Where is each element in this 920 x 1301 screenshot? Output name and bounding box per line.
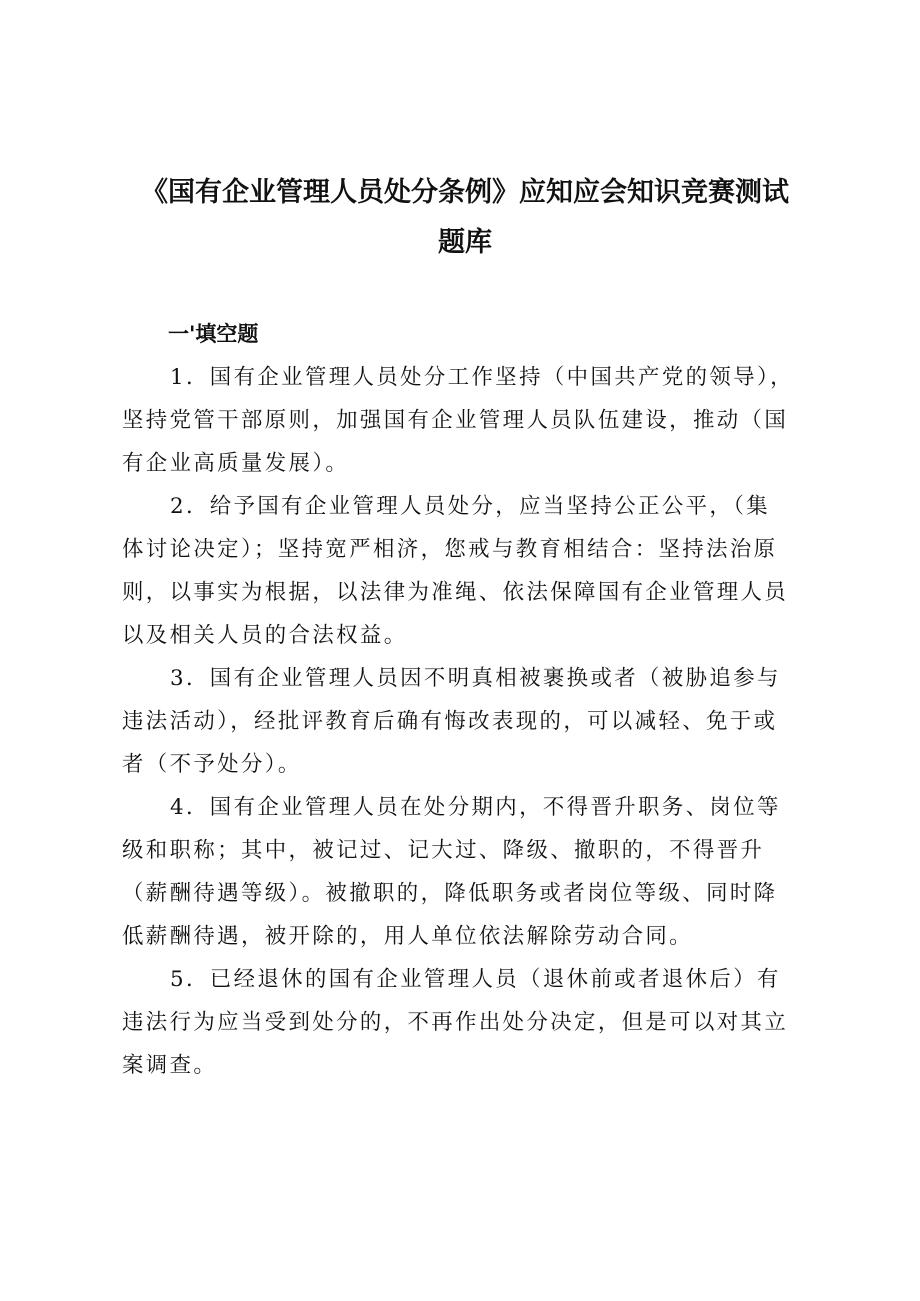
paragraph-4	[122, 786, 812, 958]
paragraph-1	[122, 356, 812, 485]
paragraph-line: 级和职称；其中，被记过、记大过、降级、撤职的，不得晋升	[122, 838, 765, 863]
title-line-1: 《国有企业管理人员处分条例》应知应会知识竞赛测试	[141, 177, 789, 208]
paragraph-line: （薪酬待遇等级）。被撤职的，降低职务或者岗位等级、同时降	[122, 881, 778, 906]
paragraph-line: 2．给予国有企业管理人员处分，应当坚持公正公平，（集	[170, 494, 771, 519]
paragraph-line: 则，以事实为根据，以法律为准绳、依法保障国有企业管理人员	[122, 580, 789, 605]
paragraph-line: 违法活动），经批评教育后确有悔改表现的，可以减轻、免于或	[122, 709, 778, 734]
paragraph-3	[122, 657, 812, 786]
paragraph-line: 者（不予处分）。	[122, 752, 302, 777]
paragraph-2	[122, 485, 812, 657]
paragraph-line: 体讨论决定）；坚持宽严相济，您戒与教育相结合：坚持法治原	[122, 537, 778, 562]
paragraph-line: 5．已经退休的国有企业管理人员（退休前或者退休后）有	[170, 967, 781, 992]
title-line-2: 题库	[438, 227, 492, 258]
paragraph-line: 以及相关人员的合法权益。	[122, 623, 408, 648]
paragraph-line: 3．国有企业管理人员因不明真相被裹换或者（被胁追参与	[170, 666, 781, 691]
section-heading: 一'填空题	[168, 322, 259, 346]
paragraph-line: 1．国有企业管理人员处分工作坚持（中国共产党的领导），	[170, 365, 794, 390]
paragraph-line: 违法行为应当受到处分的，不再作出处分决定，但是可以对其立	[122, 1010, 789, 1035]
document-body	[122, 356, 812, 1087]
paragraph-line: 案调查。	[122, 1053, 218, 1078]
paragraph-line: 低薪酬待遇，被开除的，用人单位依法解除劳动合同。	[122, 924, 693, 949]
paragraph-line: 坚持党管干部原则，加强国有企业管理人员队伍建设，推动（国	[122, 408, 789, 433]
paragraph-5	[122, 958, 812, 1087]
paragraph-line: 有企业高质量发展）。	[122, 451, 350, 476]
paragraph-line: 4．国有企业管理人员在处分期内，不得晋升职务、岗位等	[170, 795, 781, 820]
document-title	[120, 168, 810, 268]
